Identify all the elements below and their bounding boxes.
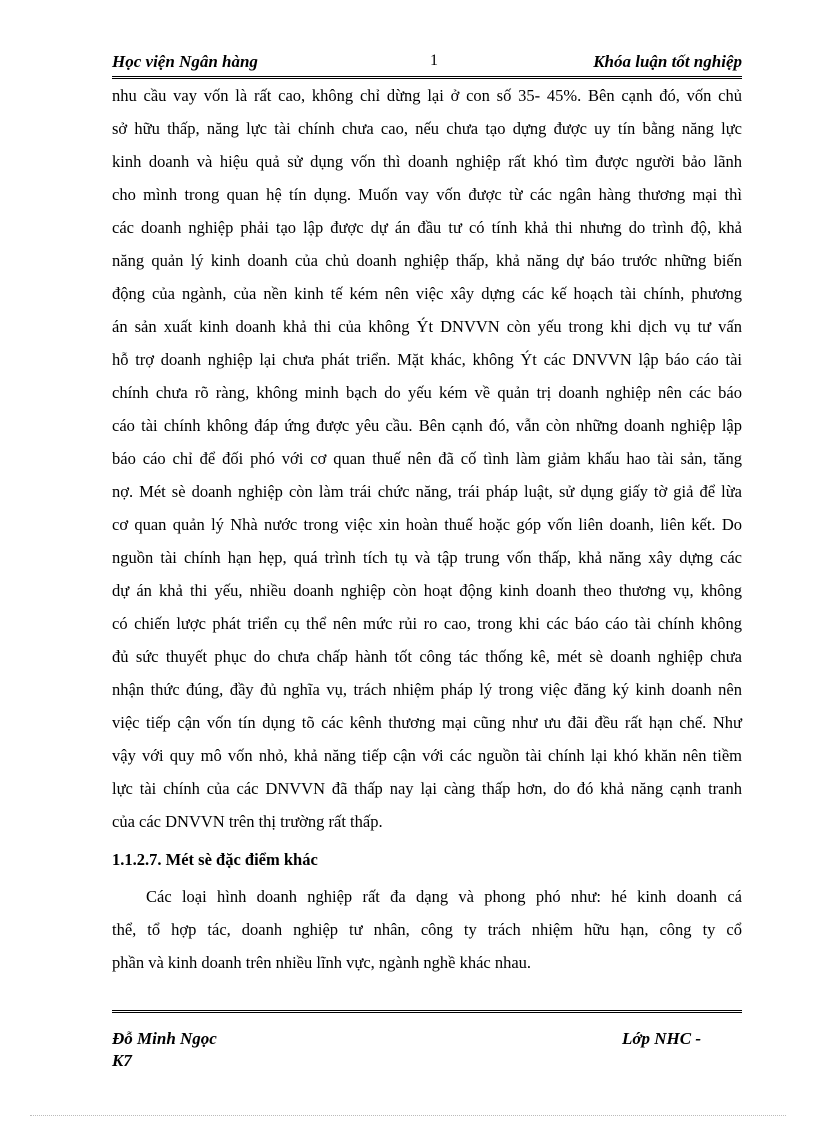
text-line: chính chưa rõ ràng, không minh bạch do yếu kém về quản trị doanh nghiệp nên các báo [112, 383, 742, 402]
text-line: nợ. Mét sè doanh nghiệp còn làm trái chức năng, trái pháp luật, sử dụng giấy tờ giả để lừa [112, 482, 742, 501]
text-line: nhận thức đúng, đầy đủ nghĩa vụ, trách nhiệm pháp lý trong việc đăng ký kinh doanh nên [112, 680, 742, 699]
text-line: hỗ trợ doanh nghiệp lại chưa phát triển. Mặt khác, không Ýt các DNVVN lập báo cáo tài [112, 350, 742, 369]
text-line: báo cáo chỉ để đối phó với cơ quan thuế nên đã cố tình làm giảm khấu hao tài sản, tăng [112, 449, 742, 468]
document-body [112, 79, 742, 979]
paragraph-1 [112, 79, 742, 838]
text-line: án sản xuất kinh doanh khả thi của không Ýt DNVVN còn yếu trong khi dịch vụ tư vấn [112, 317, 742, 336]
text-line: sở hữu thấp, năng lực tài chính chưa cao, nếu chưa tạo dựng được uy tín bằng năng lực [112, 119, 742, 138]
text-line: lực tài chính của các DNVVN đã thấp nay lại càng thấp hơn, do đó khả năng cạnh tranh [112, 779, 742, 798]
text-line: vậy với quy mô vốn nhỏ, khả năng tiếp cận với các nguồn tài chính lại khó khăn nên tiềm [112, 746, 742, 765]
footer-author: Đỗ Minh Ngọc [112, 1029, 217, 1048]
text-line: Các loại hình doanh nghiệp rất đa dạng và phong phó như: hé kinh doanh cá [146, 887, 742, 906]
text-line: phần và kinh doanh trên nhiều lĩnh vực, ngành nghề khác nhau. [112, 953, 532, 972]
text-line: các doanh nghiệp phải tạo lập được dự án đầu tư có tính khả thi nhưng do trình độ, khả [112, 218, 742, 237]
paragraph-2 [112, 880, 742, 979]
footer-cohort: K7 [112, 1051, 132, 1070]
footer-class: Lớp NHC - [622, 1029, 702, 1048]
text-line: kinh doanh và hiệu quả sử dụng vốn thì doanh nghiệp rất khó tìm được người bảo lãnh [112, 152, 742, 171]
text-line: việc tiếp cận vốn tín dụng tõ các kênh thương mại cũng như ưu đãi đều rất hạn chế. Như [112, 713, 742, 732]
text-line: nguồn tài chính hạn hẹp, quá trình tích tụ và tập trung vốn thấp, khả năng xây dựng các [112, 548, 742, 567]
section-heading: 1.1.2.7. Mét sè đặc điểm khác [112, 850, 318, 869]
text-line: có chiến lược phát triển cụ thể nên mức rủi ro cao, trong khi các báo cáo tài chính không [112, 614, 742, 633]
text-line: của các DNVVN trên thị trường rất thấp. [112, 812, 383, 831]
footer-rule [112, 1010, 742, 1013]
text-line: động của ngành, của nền kinh tế kém nên việc xây dựng các kế hoạch tài chính, phương [112, 284, 742, 303]
text-line: nhu cầu vay vốn là rất cao, không chỉ dừng lại ở con số 35- 45%. Bên cạnh đó, vốn chủ [112, 86, 742, 105]
page-edge-divider [30, 1115, 786, 1116]
text-line: thể, tổ hợp tác, doanh nghiệp tư nhân, công ty trách nhiệm hữu hạn, công ty cổ [112, 920, 742, 939]
text-line: dự án khả thi yếu, nhiều doanh nghiệp còn hoạt động kinh doanh theo thương vụ, không [112, 581, 742, 600]
header-institution: Học viện Ngân hàng [112, 52, 258, 71]
header-document-type: Khóa luận tốt nghiệp [593, 52, 742, 71]
text-line: cơ quan quản lý Nhà nước trong việc xin hoàn thuế hoặc góp vốn liên doanh, liên kết. Do [112, 515, 742, 534]
text-line: năng quản lý kinh doanh của chủ doanh nghiệp thấp, khả năng dự báo trước những biến [112, 251, 742, 270]
page-number: 1 [430, 52, 438, 69]
page-header [112, 52, 742, 74]
text-line: cho mình trong quan hệ tín dụng. Muốn vay vốn được từ các ngân hàng thương mại thì [112, 185, 742, 204]
text-line: đủ sức thuyết phục do chưa chấp hành tốt công tác thống kê, mét sè doanh nghiệp chưa [112, 647, 742, 666]
text-line: cáo tài chính không đáp ứng được yêu cầu. Bên cạnh đó, vẫn còn những doanh nghiệp lập [112, 416, 742, 435]
